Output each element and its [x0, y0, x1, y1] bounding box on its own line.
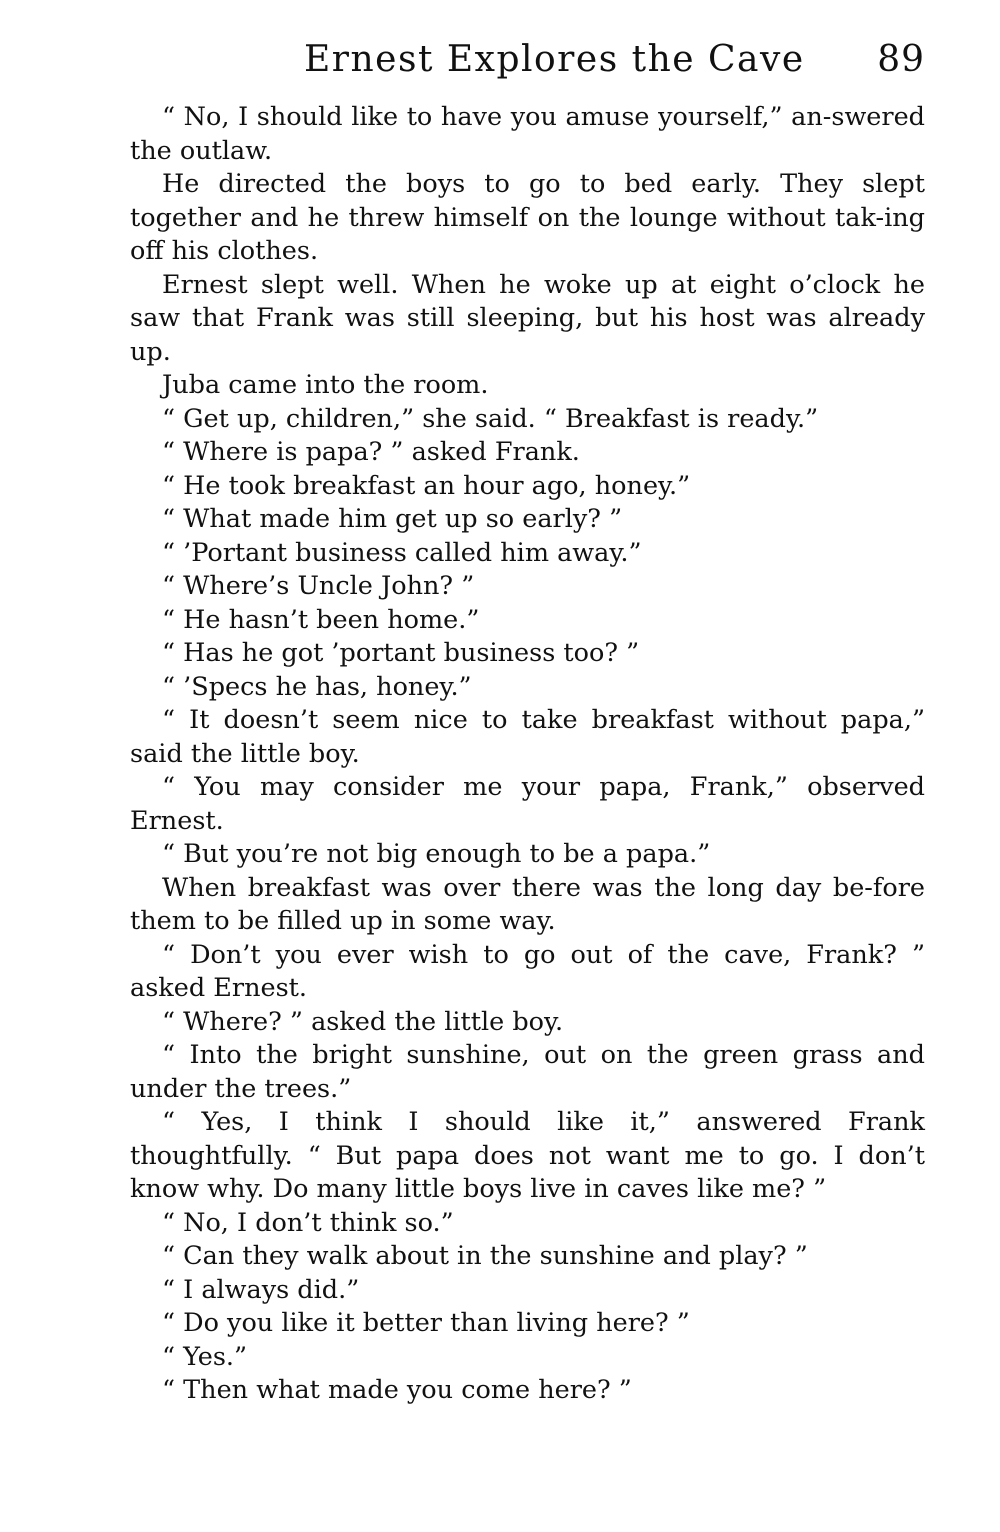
- paragraph: “ It doesn’t seem nice to take breakfast without papa,” said the little boy.: [130, 705, 925, 769]
- paragraph: “ No, I don’t think so.”: [162, 1207, 454, 1238]
- page-number: 89: [877, 39, 925, 80]
- paragraph: “ He hasn’t been home.”: [162, 604, 480, 635]
- paragraph: “ Yes, I think I should like it,” answered Frank thoughtfully. “ But papa does not want me to go. I don’t know why. Do many little boys live in caves like me? ”: [130, 1107, 925, 1204]
- paragraph: “ He took breakfast an hour ago, honey.”: [162, 470, 691, 501]
- paragraph: “ Get up, children,” she said. “ Breakfast is ready.”: [162, 403, 819, 434]
- paragraph: “ Where is papa? ” asked Frank.: [162, 437, 580, 467]
- paragraph: “ Yes.”: [162, 1341, 248, 1372]
- running-head: [130, 36, 925, 86]
- paragraph: “ Into the bright sunshine, out on the green grass and under the trees.”: [130, 1040, 925, 1104]
- paragraph: “ ’Specs he has, honey.”: [162, 671, 472, 702]
- paragraph: “ ’Portant business called him away.”: [162, 537, 642, 568]
- paragraph: “ Can they walk about in the sunshine and play? ”: [162, 1241, 808, 1271]
- paragraph: “ But you’re not big enough to be a papa.”: [162, 839, 711, 869]
- paragraph: He directed the boys to go to bed early. They slept together and he threw himself on the lounge without tak-ing off his clothes.: [130, 169, 925, 266]
- paragraph: “ Don’t you ever wish to go out of the cave, Frank? ” asked Ernest.: [130, 939, 925, 1003]
- paragraph: “ You may consider me your papa, Frank,” observed Ernest.: [130, 772, 925, 836]
- paragraph: “ No, I should like to have you amuse yourself,” an-swered the outlaw.: [130, 102, 925, 166]
- paragraph: Ernest slept well. When he woke up at eight o’clock he saw that Frank was still sleeping, but his host was already up.: [130, 269, 925, 367]
- paragraph: When breakfast was over there was the long day be-fore them to be filled up in some way.: [130, 872, 925, 936]
- paragraph: “ Has he got ’portant business too? ”: [162, 638, 640, 668]
- paragraph: “ Where’s Uncle John? ”: [162, 571, 475, 601]
- paragraph: “ Then what made you come here? ”: [162, 1375, 632, 1405]
- paragraph: “ I always did.”: [162, 1274, 360, 1305]
- paragraph: “ Where? ” asked the little boy.: [162, 1006, 564, 1037]
- paragraph: Juba came into the room.: [162, 370, 489, 400]
- chapter-title: Ernest Explores the Cave: [304, 39, 805, 80]
- paragraph: “ Do you like it better than living here? ”: [162, 1308, 690, 1338]
- paragraph: “ What made him get up so early? ”: [162, 504, 623, 534]
- body-text: [130, 101, 925, 1408]
